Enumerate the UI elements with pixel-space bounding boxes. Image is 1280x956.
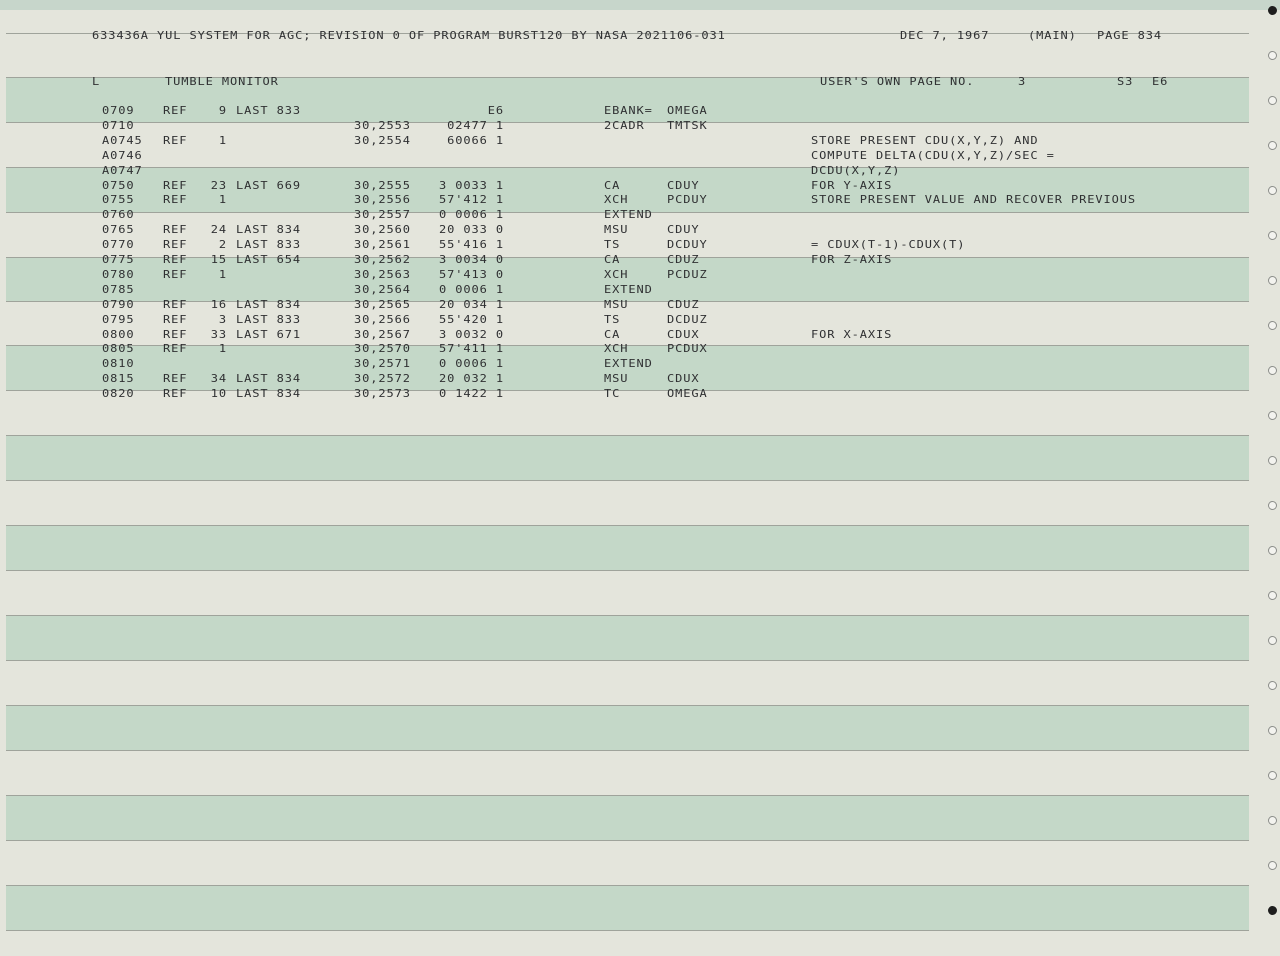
ref-label: REF bbox=[163, 327, 188, 341]
paper-band bbox=[6, 885, 1249, 930]
ref-label: REF bbox=[163, 253, 188, 266]
last-ref: LAST 833 bbox=[236, 104, 301, 117]
paper-rule bbox=[6, 167, 1249, 168]
section-marker: L bbox=[92, 75, 101, 88]
feed-hole bbox=[1268, 636, 1277, 645]
address: 30,2564 bbox=[354, 282, 411, 296]
users-page-number: 3 bbox=[1018, 75, 1027, 88]
operand: CDUY bbox=[667, 223, 700, 237]
ref-number: 24 bbox=[210, 223, 227, 237]
listing-date: DEC 7, 1967 bbox=[900, 29, 990, 42]
seq-number: 0800 bbox=[102, 327, 135, 341]
seq-number: 0765 bbox=[102, 223, 135, 237]
octal-word: 3 0034 0 bbox=[439, 253, 504, 266]
last-ref: LAST 834 bbox=[236, 387, 301, 401]
octal-word: 02477 1 bbox=[447, 118, 504, 132]
feed-hole bbox=[1268, 276, 1277, 285]
address: 30,2554 bbox=[354, 133, 411, 147]
users-page-label: USER'S OWN PAGE NO. bbox=[820, 75, 975, 88]
paper-rule bbox=[6, 390, 1249, 391]
address: 30,2561 bbox=[354, 238, 411, 252]
seq-number: 0795 bbox=[102, 312, 135, 326]
octal-word: 0 0006 1 bbox=[439, 357, 504, 371]
feed-hole bbox=[1268, 231, 1277, 240]
comment: COMPUTE DELTA(CDU(X,Y,Z)/SEC = bbox=[811, 148, 1055, 162]
opcode: MSU bbox=[604, 223, 629, 237]
address: 30,2560 bbox=[354, 223, 411, 237]
paper-rule bbox=[6, 257, 1249, 258]
address: 30,2567 bbox=[354, 327, 411, 341]
opcode: EXTEND bbox=[604, 282, 653, 296]
paper-rule bbox=[6, 525, 1249, 526]
operand: CDUX bbox=[667, 372, 700, 386]
address: 30,2566 bbox=[354, 312, 411, 326]
paper-band bbox=[6, 795, 1249, 840]
ref-number: 34 bbox=[210, 372, 227, 386]
last-ref: LAST 834 bbox=[236, 297, 301, 311]
octal-word: 57'411 1 bbox=[439, 342, 504, 356]
last-ref: LAST 834 bbox=[236, 223, 301, 237]
octal-word: 3 0033 1 bbox=[439, 178, 504, 192]
address: 30,2572 bbox=[354, 372, 411, 386]
ref-label: REF bbox=[163, 133, 188, 147]
feed-hole bbox=[1268, 771, 1277, 780]
address: 30,2571 bbox=[354, 357, 411, 371]
opcode: EBANK= bbox=[604, 104, 653, 117]
octal-word: 3 0032 0 bbox=[439, 327, 504, 341]
operand: CDUY bbox=[667, 178, 700, 192]
paper-band bbox=[6, 435, 1249, 480]
last-ref: LAST 671 bbox=[236, 327, 301, 341]
seq-number: 0770 bbox=[102, 238, 135, 252]
comment: FOR Z-AXIS bbox=[811, 253, 893, 266]
ref-number: 9 bbox=[218, 104, 227, 117]
octal-word: 0 0006 1 bbox=[439, 282, 504, 296]
operand: CDUX bbox=[667, 327, 700, 341]
last-ref: LAST 669 bbox=[236, 178, 301, 192]
address: 30,2570 bbox=[354, 342, 411, 356]
seq-number: 0785 bbox=[102, 282, 135, 296]
feed-hole bbox=[1268, 726, 1277, 735]
operand: TMTSK bbox=[667, 118, 708, 132]
opcode: CA bbox=[604, 178, 621, 192]
ref-number: 1 bbox=[218, 193, 227, 207]
ref-number: 10 bbox=[210, 387, 227, 401]
paper-band bbox=[6, 705, 1249, 750]
operand: PCDUY bbox=[667, 193, 708, 207]
seq-number: 0709 bbox=[102, 104, 135, 117]
ref-number: 1 bbox=[218, 133, 227, 147]
seq-number: A0747 bbox=[102, 163, 143, 177]
seq-number: 0750 bbox=[102, 178, 135, 192]
feed-hole bbox=[1268, 591, 1277, 600]
opcode: TC bbox=[604, 387, 621, 401]
paper-rule bbox=[6, 435, 1249, 436]
page-number: PAGE 834 bbox=[1097, 29, 1162, 42]
paper-rule bbox=[6, 750, 1249, 751]
comment: FOR X-AXIS bbox=[811, 327, 893, 341]
feed-hole bbox=[1268, 411, 1277, 420]
octal-word: 20 034 1 bbox=[439, 297, 504, 311]
seq-number: 0755 bbox=[102, 193, 135, 207]
paper-rule bbox=[6, 705, 1249, 706]
ref-label: REF bbox=[163, 267, 188, 281]
paper-top-tear bbox=[0, 0, 1280, 10]
octal-word: E6 bbox=[487, 104, 504, 117]
operand: CDUZ bbox=[667, 297, 700, 311]
operand: CDUZ bbox=[667, 253, 700, 266]
address: 30,2573 bbox=[354, 387, 411, 401]
octal-word: 60066 1 bbox=[447, 133, 504, 147]
operand: DCDUY bbox=[667, 238, 708, 252]
opcode: MSU bbox=[604, 372, 629, 386]
address: 30,2557 bbox=[354, 208, 411, 222]
comment: = CDUX(T-1)-CDUX(T) bbox=[811, 238, 966, 252]
octal-word: 55'416 1 bbox=[439, 238, 504, 252]
address: 30,2553 bbox=[354, 118, 411, 132]
operand: PCDUZ bbox=[667, 267, 708, 281]
seq-number: 0815 bbox=[102, 372, 135, 386]
feed-hole bbox=[1268, 186, 1277, 195]
opcode: CA bbox=[604, 253, 621, 266]
seq-number: A0746 bbox=[102, 148, 143, 162]
comment: STORE PRESENT VALUE AND RECOVER PREVIOUS bbox=[811, 193, 1136, 207]
octal-word: 55'420 1 bbox=[439, 312, 504, 326]
paper-rule bbox=[6, 930, 1249, 931]
paper-rule bbox=[6, 660, 1249, 661]
paper-rule bbox=[6, 840, 1249, 841]
ref-number: 2 bbox=[218, 238, 227, 252]
last-ref: LAST 834 bbox=[236, 372, 301, 386]
opcode: TS bbox=[604, 238, 621, 252]
code-e: E6 bbox=[1152, 75, 1169, 88]
comment: STORE PRESENT CDU(X,Y,Z) AND bbox=[811, 133, 1039, 147]
paper-rule bbox=[6, 570, 1249, 571]
feed-hole bbox=[1268, 321, 1277, 330]
operand: OMEGA bbox=[667, 104, 708, 117]
paper-rule bbox=[6, 795, 1249, 796]
feed-hole bbox=[1268, 456, 1277, 465]
paper-band bbox=[6, 615, 1249, 660]
seq-number: 0820 bbox=[102, 387, 135, 401]
opcode: XCH bbox=[604, 342, 629, 356]
ref-label: REF bbox=[163, 178, 188, 192]
feed-hole bbox=[1268, 366, 1277, 375]
opcode: TS bbox=[604, 312, 621, 326]
seq-number: 0805 bbox=[102, 342, 135, 356]
seq-number: 0780 bbox=[102, 267, 135, 281]
feed-hole bbox=[1268, 816, 1277, 825]
octal-word: 0 0006 1 bbox=[439, 208, 504, 222]
code-s: S3 bbox=[1117, 75, 1134, 88]
feed-hole bbox=[1268, 861, 1277, 870]
opcode: XCH bbox=[604, 267, 629, 281]
ref-label: REF bbox=[163, 387, 188, 401]
feed-hole bbox=[1268, 141, 1277, 150]
seq-number: 0790 bbox=[102, 297, 135, 311]
ref-label: REF bbox=[163, 104, 188, 117]
octal-word: 20 032 1 bbox=[439, 372, 504, 386]
octal-word: 57'412 1 bbox=[439, 193, 504, 207]
opcode: EXTEND bbox=[604, 208, 653, 222]
feed-hole bbox=[1268, 96, 1277, 105]
address: 30,2562 bbox=[354, 253, 411, 266]
operand: DCDUZ bbox=[667, 312, 708, 326]
ref-label: REF bbox=[163, 297, 188, 311]
ref-number: 3 bbox=[218, 312, 227, 326]
seq-number: 0760 bbox=[102, 208, 135, 222]
seq-number: 0775 bbox=[102, 253, 135, 266]
feed-hole bbox=[1268, 51, 1277, 60]
ref-label: REF bbox=[163, 238, 188, 252]
feed-hole bbox=[1268, 6, 1277, 15]
ref-label: REF bbox=[163, 372, 188, 386]
opcode: 2CADR bbox=[604, 118, 645, 132]
address: 30,2563 bbox=[354, 267, 411, 281]
seq-number: A0745 bbox=[102, 133, 143, 147]
paper-rule bbox=[6, 885, 1249, 886]
seq-number: 0810 bbox=[102, 357, 135, 371]
feed-hole bbox=[1268, 546, 1277, 555]
last-ref: LAST 833 bbox=[236, 238, 301, 252]
opcode: EXTEND bbox=[604, 357, 653, 371]
octal-word: 0 1422 1 bbox=[439, 387, 504, 401]
octal-word: 57'413 0 bbox=[439, 267, 504, 281]
section-title: TUMBLE MONITOR bbox=[165, 75, 279, 88]
paper-band bbox=[6, 525, 1249, 570]
ref-number: 23 bbox=[210, 178, 227, 192]
feed-hole bbox=[1268, 906, 1277, 915]
ref-label: REF bbox=[163, 193, 188, 207]
opcode: XCH bbox=[604, 193, 629, 207]
address: 30,2565 bbox=[354, 297, 411, 311]
ref-number: 1 bbox=[218, 267, 227, 281]
seq-number: 0710 bbox=[102, 118, 135, 132]
opcode: CA bbox=[604, 327, 621, 341]
ref-label: REF bbox=[163, 342, 188, 356]
ref-label: REF bbox=[163, 312, 188, 326]
comment: DCDU(X,Y,Z) bbox=[811, 163, 901, 177]
address: 30,2556 bbox=[354, 193, 411, 207]
last-ref: LAST 833 bbox=[236, 312, 301, 326]
ref-number: 33 bbox=[210, 327, 227, 341]
ref-number: 15 bbox=[210, 253, 227, 266]
opcode: MSU bbox=[604, 297, 629, 311]
paper-rule bbox=[6, 615, 1249, 616]
operand: PCDUX bbox=[667, 342, 708, 356]
octal-word: 20 033 0 bbox=[439, 223, 504, 237]
comment: FOR Y-AXIS bbox=[811, 178, 893, 192]
operand: OMEGA bbox=[667, 387, 708, 401]
ref-number: 16 bbox=[210, 297, 227, 311]
listing-title: 633436A YUL SYSTEM FOR AGC; REVISION 0 OF PROGRAM BURST120 BY NASA 2021106-031 bbox=[92, 29, 726, 42]
paper-rule bbox=[6, 480, 1249, 481]
listing-section: (MAIN) bbox=[1028, 29, 1077, 42]
feed-hole bbox=[1268, 501, 1277, 510]
address: 30,2555 bbox=[354, 178, 411, 192]
last-ref: LAST 654 bbox=[236, 253, 301, 266]
ref-label: REF bbox=[163, 223, 188, 237]
feed-hole bbox=[1268, 681, 1277, 690]
ref-number: 1 bbox=[218, 342, 227, 356]
